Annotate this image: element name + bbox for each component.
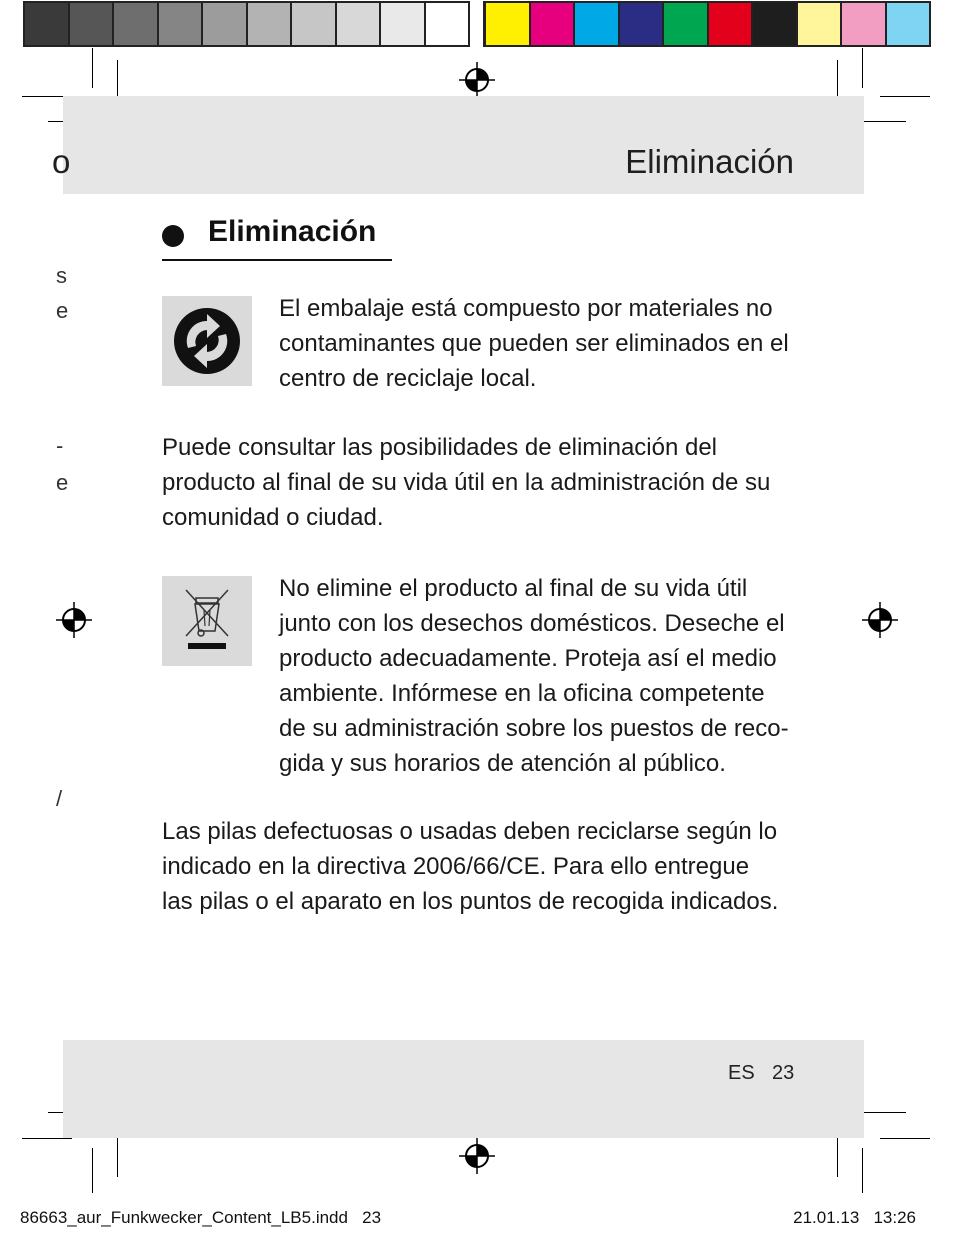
process-color-swatch bbox=[887, 3, 930, 45]
registration-mark-icon bbox=[459, 1138, 495, 1174]
process-color-swatch bbox=[709, 3, 752, 45]
text-line: producto al final de su vida útil en la administración de su bbox=[162, 469, 771, 496]
text-line: indicado en la directiva 2006/66/CE. Para ello entregue bbox=[162, 853, 750, 880]
page-title: Eliminación bbox=[625, 143, 794, 180]
registration-mark-icon bbox=[56, 602, 92, 638]
text-line: contaminantes que pueden ser eliminados en el bbox=[279, 330, 789, 357]
weee-paragraph bbox=[279, 571, 789, 781]
text-line: centro de reciclaje local. bbox=[279, 365, 537, 392]
slug-filename: 86663_aur_Funkwecker_Content_LB5.indd 23 bbox=[20, 1208, 382, 1227]
process-color-swatch bbox=[664, 3, 707, 45]
batteries-paragraph bbox=[162, 814, 778, 919]
gray-swatch bbox=[248, 3, 291, 45]
process-color-swatch bbox=[575, 3, 618, 45]
process-color-swatch bbox=[531, 3, 574, 45]
process-color-swatch bbox=[798, 3, 841, 45]
process-color-swatch bbox=[620, 3, 663, 45]
text-line: Puede consultar las posibilidades de eliminación del bbox=[162, 434, 718, 461]
process-color-swatch bbox=[753, 3, 796, 45]
text-line: ambiente. Infórmese en la oficina competente bbox=[279, 680, 765, 707]
bullet-icon bbox=[162, 225, 184, 247]
gray-swatch bbox=[381, 3, 424, 45]
text-line: de su administración sobre los puestos de reco- bbox=[279, 715, 789, 742]
margin-fragment: - bbox=[56, 433, 64, 458]
margin-fragment: / bbox=[56, 786, 63, 811]
packaging-paragraph bbox=[279, 291, 789, 396]
gray-swatch bbox=[114, 3, 157, 45]
gray-swatch bbox=[203, 3, 246, 45]
process-color-swatch bbox=[842, 3, 885, 45]
recycling-green-dot-icon bbox=[162, 296, 252, 386]
footer-language: ES bbox=[728, 1062, 755, 1084]
registration-mark-icon bbox=[862, 602, 898, 638]
footer-band bbox=[63, 1040, 864, 1138]
gray-swatch bbox=[70, 3, 113, 45]
text-line: Las pilas defectuosas o usadas deben reciclarse según lo bbox=[162, 818, 778, 845]
options-paragraph bbox=[162, 430, 770, 535]
text-line: las pilas o el aparato en los puntos de recogida indicados. bbox=[162, 888, 779, 915]
margin-fragment: s bbox=[56, 263, 67, 288]
gray-swatch bbox=[337, 3, 380, 45]
process-color-swatch bbox=[486, 3, 529, 45]
gray-swatch bbox=[25, 3, 68, 45]
header-left-fragment: o bbox=[52, 143, 71, 180]
text-line: El embalaje está compuesto por materiales no bbox=[279, 295, 773, 322]
section-heading-text: Eliminación bbox=[208, 215, 377, 248]
margin-fragment: e bbox=[56, 470, 69, 495]
crossed-out-wheelie-bin-icon bbox=[162, 576, 252, 666]
page-number: 23 bbox=[772, 1062, 795, 1084]
text-line: gida y sus horarios de atención al público. bbox=[279, 750, 726, 777]
text-line: No elimine el producto al final de su vida útil bbox=[279, 575, 748, 602]
text-line: comunidad o ciudad. bbox=[162, 504, 384, 531]
registration-mark-icon bbox=[459, 62, 495, 98]
margin-fragment: e bbox=[56, 298, 69, 323]
gray-swatch bbox=[292, 3, 335, 45]
text-line: junto con los desechos domésticos. Deseche el bbox=[279, 610, 785, 637]
gray-swatch bbox=[159, 3, 202, 45]
section-heading bbox=[162, 215, 392, 261]
slug-date: 21.01.13 13:26 bbox=[793, 1208, 916, 1227]
text-line: producto adecuadamente. Proteja así el medio bbox=[279, 645, 777, 672]
gray-swatch bbox=[426, 3, 469, 45]
